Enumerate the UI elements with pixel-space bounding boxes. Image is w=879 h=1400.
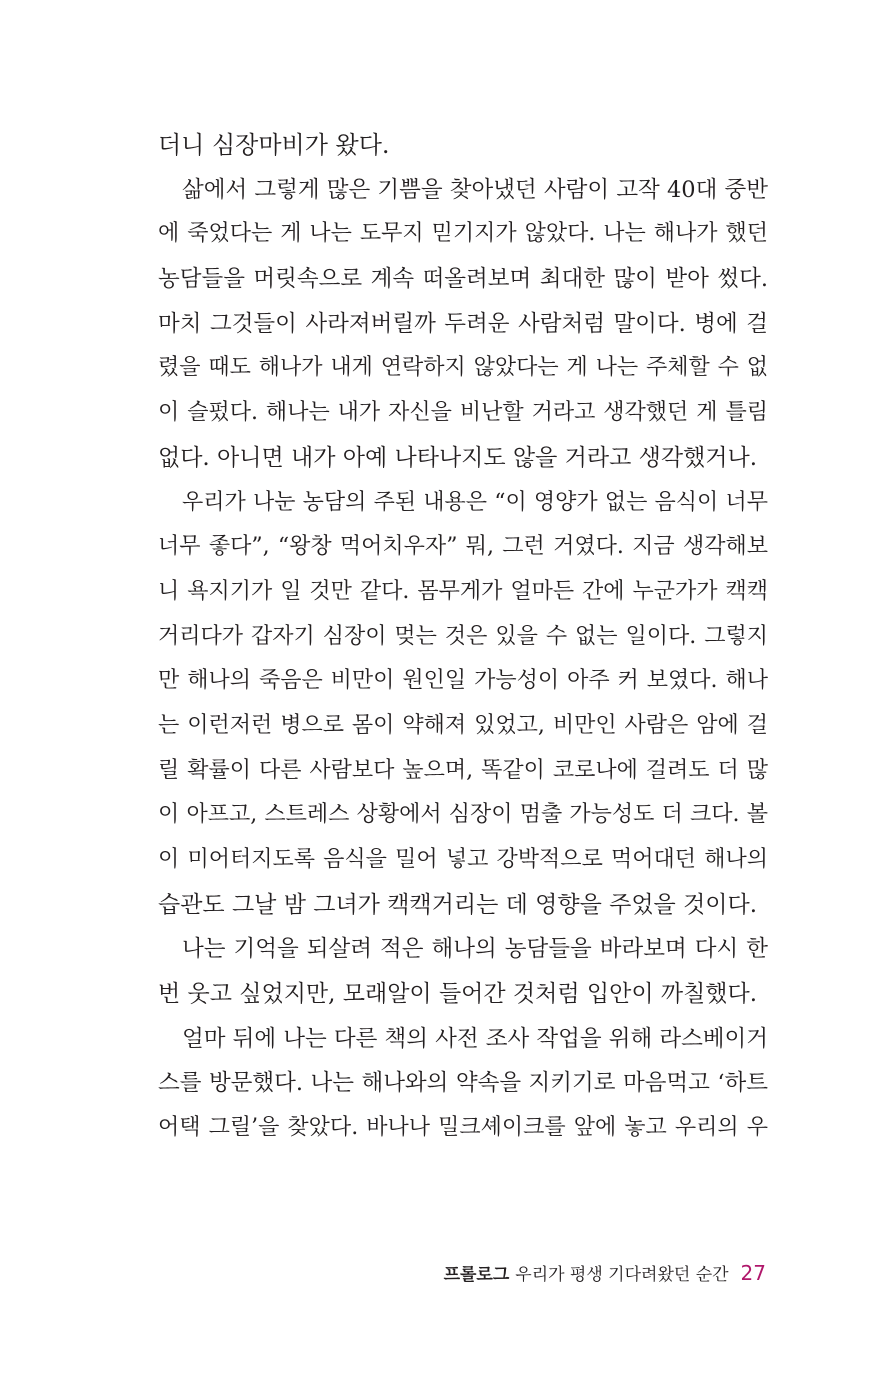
body-line: 나는 기억을 되살려 적은 해나의 농담들을 바라보며 다시 한 — [182, 936, 768, 963]
body-line: 농담들을 머릿속으로 계속 떠올려보며 최대한 많이 받아 썼다. — [158, 266, 768, 293]
body-line: 더니 심장마비가 왔다. — [158, 131, 390, 159]
body-line: 렸을 때도 해나가 내게 연락하지 않았다는 게 나는 주체할 수 없 — [158, 355, 768, 381]
footer-chapter-title: 프롤로그 — [443, 1265, 510, 1285]
footer-chapter-subtitle: 우리가 평생 기다려왔던 순간 — [515, 1265, 729, 1285]
body-line: 에 죽었다는 게 나는 도무지 믿기지가 않았다. 나는 해나가 했던 — [158, 221, 768, 247]
body-line: 만 해나의 죽음은 비만이 원인일 가능성이 아주 커 보였다. 해나 — [158, 668, 768, 694]
body-line: 습관도 그날 밤 그녀가 캑캑거리는 데 영향을 주었을 것이다. — [158, 891, 758, 918]
body-line: 어택 그릴’을 찾았다. 바나나 밀크셰이크를 앞에 놓고 우리의 우 — [158, 1115, 768, 1141]
page-body — [158, 123, 768, 1151]
body-line: 릴 확률이 다른 사람보다 높으며, 똑같이 코로나에 걸려도 더 많 — [158, 757, 768, 783]
body-line: 이 미어터지도록 음식을 밀어 넣고 강박적으로 먹어대던 해나의 — [158, 847, 768, 872]
body-line: 우리가 나눈 농담의 주된 내용은 “이 영양가 없는 음식이 너무 — [182, 489, 768, 515]
body-line: 없다. 아니면 내가 아예 나타나지도 않을 거라고 생각했거나. — [158, 444, 758, 471]
body-line: 마치 그것들이 사라져버릴까 두려운 사람처럼 말이다. 병에 걸 — [158, 310, 768, 337]
body-line: 거리다가 갑자기 심장이 멎는 것은 있을 수 없는 일이다. 그렇지 — [158, 623, 768, 649]
body-line: 는 이런저런 병으로 몸이 약해져 있었고, 비만인 사람은 암에 걸 — [158, 712, 768, 738]
page-number: 27 — [740, 1261, 766, 1285]
body-line: 이 아프고, 스트레스 상황에서 심장이 멈출 가능성도 더 크다. 볼 — [158, 802, 768, 828]
body-line: 니 욕지기가 일 것만 같다. 몸무게가 얼마든 간에 누군가가 캑캑 — [158, 578, 768, 604]
body-line: 얼마 뒤에 나는 다른 책의 사전 조사 작업을 위해 라스베이거 — [182, 1025, 769, 1052]
body-line: 스를 방문했다. 나는 해나와의 약속을 지키기로 마음먹고 ‘하트 — [158, 1070, 768, 1097]
body-line: 이 슬펐다. 해나는 내가 자신을 비난할 거라고 생각했던 게 틀림 — [158, 400, 768, 426]
running-footer — [444, 1258, 766, 1288]
body-line: 너무 좋다”, “왕창 먹어치우자” 뭐, 그런 거였다. 지금 생각해보 — [158, 534, 768, 560]
body-line: 삶에서 그렇게 많은 기쁨을 찾아냈던 사람이 고작 40대 중반 — [182, 176, 768, 203]
body-line: 번 웃고 싶었지만, 모래알이 들어간 것처럼 입안이 까칠했다. — [158, 981, 758, 1008]
